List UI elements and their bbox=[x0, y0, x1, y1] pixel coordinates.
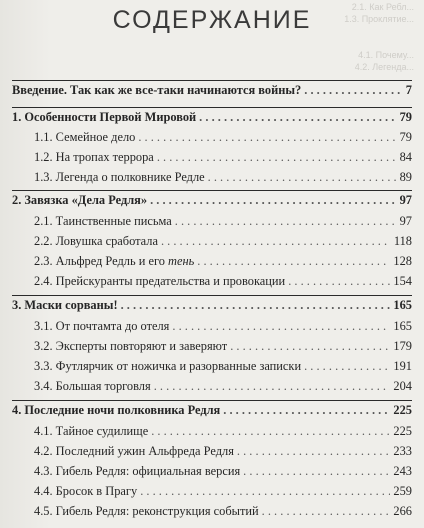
page-number: 266 bbox=[393, 504, 412, 518]
dot-leader bbox=[304, 80, 403, 100]
section-title: 4.2. Последний ужин Альфреда Редля bbox=[34, 444, 234, 458]
chapter-title: 3. Маски сорваны! bbox=[12, 298, 118, 312]
toc-section-entry bbox=[34, 501, 412, 521]
dot-leader bbox=[161, 231, 391, 251]
dot-leader bbox=[230, 336, 390, 356]
dot-leader bbox=[150, 190, 397, 210]
dot-leader bbox=[121, 295, 391, 315]
toc-section-entry bbox=[34, 376, 412, 396]
dot-leader bbox=[304, 356, 390, 376]
page-number: 165 bbox=[393, 319, 412, 333]
page-number: 84 bbox=[399, 150, 412, 164]
page-number: 154 bbox=[393, 274, 412, 288]
section-title: 3.4. Большая торговля bbox=[34, 379, 151, 393]
dot-leader bbox=[199, 107, 396, 127]
dot-leader bbox=[243, 461, 390, 481]
toc-section-entry bbox=[34, 251, 412, 271]
dot-leader bbox=[262, 501, 391, 521]
section-title: 4.1. Тайное судилище bbox=[34, 424, 149, 438]
dot-leader bbox=[197, 251, 390, 271]
dot-leader bbox=[154, 376, 391, 396]
entry-title: Введение. Так как же все-таки начинаются войны? bbox=[12, 83, 302, 97]
page-number: 233 bbox=[393, 444, 412, 458]
toc-section-entry bbox=[34, 147, 412, 167]
page-number: 204 bbox=[393, 379, 412, 393]
toc-chapter-entry bbox=[12, 190, 412, 210]
page-number: 79 bbox=[399, 130, 412, 144]
dot-leader bbox=[288, 271, 390, 291]
page-number: 7 bbox=[405, 83, 412, 97]
toc-section-entry bbox=[34, 211, 412, 231]
page-number: 243 bbox=[393, 464, 412, 478]
section-title: 2.2. Ловушка сработала bbox=[34, 234, 158, 248]
dot-leader bbox=[151, 421, 390, 441]
dot-leader bbox=[140, 481, 390, 501]
page-number: 128 bbox=[393, 254, 412, 268]
page-number: 259 bbox=[393, 484, 412, 498]
dot-leader bbox=[175, 211, 397, 231]
toc-section-entry bbox=[34, 167, 412, 187]
section-title-text: 2.3. Альфред Редль и его bbox=[34, 254, 169, 268]
section-title: 4.5. Гибель Редля: реконструкция событий bbox=[34, 504, 259, 518]
section-title: 1.3. Легенда о полковнике Редле bbox=[34, 170, 205, 184]
page-number: 79 bbox=[399, 110, 412, 124]
toc-chapter-entry bbox=[12, 107, 412, 127]
bleed-through-text: 4.2. Легенда... bbox=[354, 62, 414, 72]
dot-leader bbox=[208, 167, 397, 187]
toc-intro-entry bbox=[12, 80, 412, 100]
chapter-title: 1. Особенности Первой Мировой bbox=[12, 110, 197, 124]
section-title: 1.1. Семейное дело bbox=[34, 130, 136, 144]
section-title: 2.4. Прейскуранты предательства и провокации bbox=[34, 274, 286, 288]
page-number: 225 bbox=[393, 424, 412, 438]
bleed-through-text: 2.1. Как Ребл... bbox=[351, 2, 414, 12]
toc-section-entry bbox=[34, 461, 412, 481]
section-title bbox=[34, 251, 194, 271]
section-title: 4.3. Гибель Редля: официальная версия bbox=[34, 464, 241, 478]
page-number: 191 bbox=[393, 359, 412, 373]
toc-section-entry bbox=[34, 336, 412, 356]
page-title: СОДЕРЖАНИЕ bbox=[112, 6, 312, 34]
bleed-through-text: 4.1. Почему... bbox=[358, 50, 414, 60]
dot-leader bbox=[138, 127, 396, 147]
toc-section-entry bbox=[34, 316, 412, 336]
toc-section-entry bbox=[34, 271, 412, 291]
page-number: 225 bbox=[393, 403, 412, 417]
section-title: 3.2. Эксперты повторяют и заверяют bbox=[34, 339, 228, 353]
page-number: 179 bbox=[393, 339, 412, 353]
toc-section-entry bbox=[34, 481, 412, 501]
section-title: 2.1. Таинственные письма bbox=[34, 214, 172, 228]
section-title: 1.2. На тропах террора bbox=[34, 150, 154, 164]
toc-chapter-entry bbox=[12, 295, 412, 315]
toc-section-entry bbox=[34, 127, 412, 147]
page-number: 97 bbox=[399, 214, 412, 228]
dot-leader bbox=[172, 316, 390, 336]
chapter-title: 4. Последние ночи полковника Редля bbox=[12, 403, 221, 417]
toc-section-entry bbox=[34, 441, 412, 461]
chapter-title: 2. Завязка «Дела Редля» bbox=[12, 193, 148, 207]
toc-section-entry bbox=[34, 421, 412, 441]
toc-chapter-entry bbox=[12, 400, 412, 420]
section-title: 4.4. Бросок в Прагу bbox=[34, 484, 138, 498]
page-number: 118 bbox=[393, 234, 412, 248]
section-title: 3.3. Футлярчик от ножичка и разорванные записки bbox=[34, 359, 302, 373]
section-title: 3.1. От почтамта до отеля bbox=[34, 319, 170, 333]
bleed-through-text: 1.3. Проклятие... bbox=[344, 14, 414, 24]
toc-section-entry bbox=[34, 356, 412, 376]
page-number: 97 bbox=[399, 193, 412, 207]
dot-leader bbox=[237, 441, 391, 461]
toc-section-entry bbox=[34, 231, 412, 251]
dot-leader bbox=[157, 147, 397, 167]
page-number: 165 bbox=[393, 298, 412, 312]
section-title-italic: тень bbox=[168, 254, 195, 268]
dot-leader bbox=[223, 400, 390, 420]
page-number: 89 bbox=[399, 170, 412, 184]
